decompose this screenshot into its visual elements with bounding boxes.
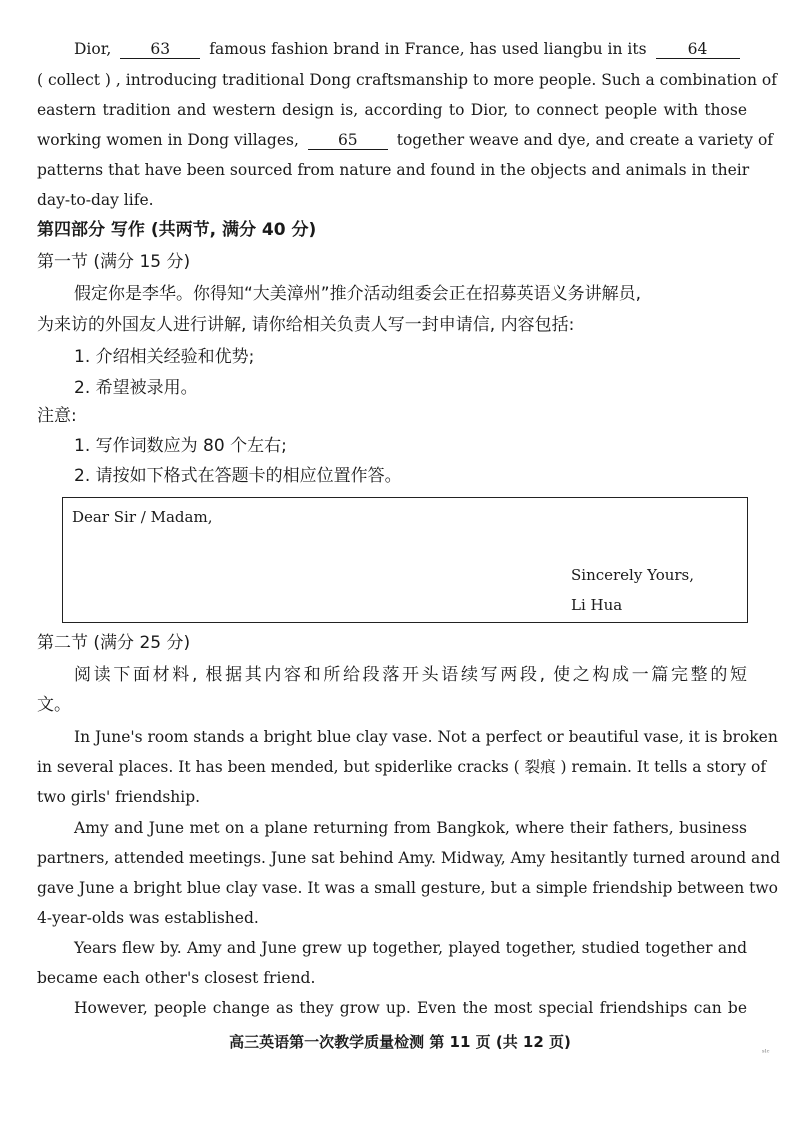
blank-63: 63 <box>120 40 200 59</box>
prompt-line-1: 假定你是李华。你得知“大美漳州”推介活动组委会正在招募英语义务讲解员, <box>74 284 642 304</box>
note-2: 2. 请按如下格式在答题卡的相应位置作答。 <box>74 466 402 486</box>
blank-64: 64 <box>656 40 740 59</box>
prompt-line-2: 为来访的外国友人进行讲解, 请你给相关负责人写一封申请信, 内容包括: <box>37 315 575 335</box>
story-p3-line-2: became each other's closest friend. <box>37 969 316 987</box>
passage-line-4 <box>37 129 774 151</box>
instruction-line-1: 阅读下面材料, 根据其内容和所给段落开头语续写两段, 使之构成一篇完整的短 <box>74 665 747 685</box>
passage-line-1 <box>74 38 747 60</box>
passage-line-5: patterns that have been sourced from nature and found in the objects and animals in their <box>37 161 750 179</box>
content-point-1: 1. 介绍相关经验和优势; <box>74 347 255 367</box>
blank-65: 65 <box>308 131 388 150</box>
story-p2-line-2: partners, attended meetings. June sat behind Amy. Midway, Amy hesitantly turned around and <box>37 849 781 867</box>
letter-format-box <box>62 497 748 623</box>
story-p3-line-1: Years flew by. Amy and June grew up together, played together, studied together and <box>74 939 747 957</box>
section1-heading: 第一节 (满分 15 分) <box>37 252 191 272</box>
passage-line-3: eastern tradition and western design is, according to Dior, to connect people with those <box>37 101 747 119</box>
content-point-2: 2. 希望被录用。 <box>74 378 198 398</box>
letter-signature: Li Hua <box>571 596 623 614</box>
letter-closing: Sincerely Yours, <box>571 566 695 584</box>
passage-line-2: ( collect ) , introducing traditional Dong craftsmanship to more people. Such a combination of <box>37 71 777 89</box>
story-p1-line-3: two girls' friendship. <box>37 788 201 806</box>
page-footer: 高三英语第一次教学质量检测 第 11 页 (共 12 页) <box>229 1033 571 1051</box>
passage-line-6: day-to-day life. <box>37 191 154 209</box>
story-p1-line-1: In June's room stands a bright blue clay vase. Not a perfect or beautiful vase, it is broken <box>74 728 778 746</box>
text-weave-dye: together weave and dye, and create a variety of <box>396 131 774 149</box>
letter-greeting: Dear Sir / Madam, <box>72 508 213 526</box>
notes-label: 注意: <box>37 406 77 426</box>
corner-mark: ˢˡᶜ <box>762 1048 770 1057</box>
part4-heading: 第四部分 写作 (共两节, 满分 40 分) <box>37 220 317 240</box>
section2-heading: 第二节 (满分 25 分) <box>37 633 191 653</box>
text-dior: Dior, <box>74 40 112 58</box>
story-p2-line-3: gave June a bright blue clay vase. It was a small gesture, but a simple friendship between two <box>37 879 779 897</box>
text-famous-brand: famous fashion brand in France, has used liangbu in its <box>209 40 647 58</box>
story-p2-line-1: Amy and June met on a plane returning from Bangkok, where their fathers, business <box>74 819 747 837</box>
note-1: 1. 写作词数应为 80 个左右; <box>74 436 287 456</box>
story-p4-line-1: However, people change as they grow up. Even the most special friendships can be <box>74 999 747 1017</box>
text-working-women: working women in Dong villages, <box>37 131 299 149</box>
story-p1-line-2: in several places. It has been mended, but spiderlike cracks ( 裂痕 ) remain. It tells a story of <box>37 758 767 776</box>
story-p2-line-4: 4-year-olds was established. <box>37 909 259 927</box>
instruction-line-2: 文。 <box>37 695 71 715</box>
